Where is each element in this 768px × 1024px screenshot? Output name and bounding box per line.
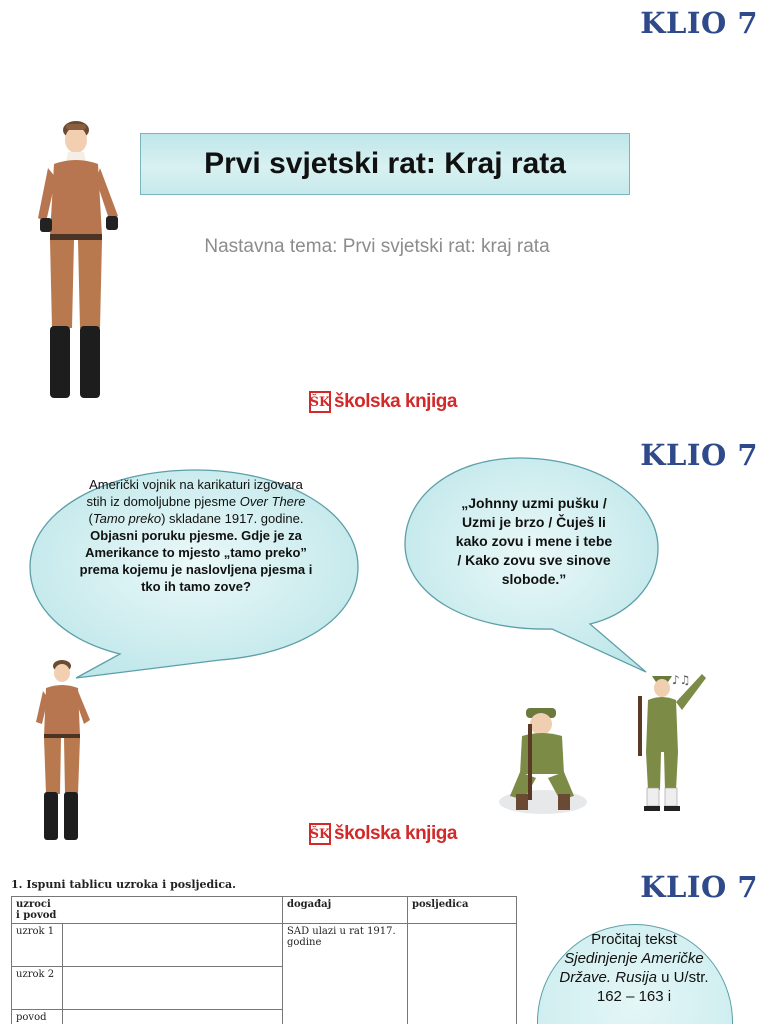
slide-worksheet (0, 864, 768, 1024)
table-header-row (12, 897, 517, 924)
page-title: Prvi svjetski rat: Kraj rata (204, 147, 566, 180)
task-heading: 1. Ispuni tablicu uzroka i posljedica. (11, 878, 236, 891)
table-cell[interactable]: uzrok 2 (12, 967, 63, 1010)
logo-text: školska knjiga (334, 391, 457, 412)
slide-song (0, 432, 768, 864)
table-cell[interactable] (62, 924, 283, 967)
table-header: događaj (283, 897, 408, 924)
table-cell[interactable]: uzrok 1 (12, 924, 63, 967)
table-cell-event[interactable]: SAD ulazi u rat 1917. godine (283, 924, 408, 1024)
slide-title (0, 0, 768, 432)
logo-text: školska knjiga (334, 823, 457, 844)
singing-soldier-icon (632, 666, 714, 814)
title-box (140, 133, 630, 195)
table-cell[interactable] (408, 924, 517, 1024)
right-bubble-text: „Johnny uzmi pušku / Uzmi je brzo / Čuješ li kako zovu i mene i tebe / Kako zovu sve sinove slobode.” (455, 495, 613, 587)
brand-klio: KLIO 7 (640, 870, 758, 904)
publisher-logo (309, 823, 457, 845)
table-cell[interactable]: povod (12, 1010, 63, 1024)
aviator-woman-small-icon (30, 658, 94, 842)
left-bubble-text: Američki vojnik na karikaturi izgovara stih iz domoljubne pjesme Over There (Tamo preko) skladane 1917. godine. Objasni poruku pjesme. Gdje je za Amerikance to mjesto „tamo preko” prema kojemu je naslovljena pjesma i tko ih tamo zove? (79, 477, 313, 594)
brand-klio: KLIO 7 (640, 438, 758, 472)
subtitle: Nastavna tema: Prvi svjetski rat: kraj rata (204, 236, 550, 257)
table-header: posljedica (408, 897, 517, 924)
table-header (62, 897, 283, 924)
brand-klio: KLIO 7 (640, 6, 758, 40)
logo-mark-icon: ŠK (309, 823, 331, 845)
sitting-soldier-icon (498, 704, 588, 816)
instruction-text: Pročitaj tekst Sjedinjenje Američke Države. Rusija u U/str. 162 – 163 i (559, 931, 709, 1005)
svg-text:♪♫: ♪♫ (672, 673, 691, 687)
publisher-logo (309, 391, 457, 413)
table-header: uzroci i povod (12, 897, 63, 924)
table-row (12, 924, 517, 967)
logo-mark-icon: ŠK (309, 391, 331, 413)
table-cell[interactable] (62, 967, 283, 1010)
aviator-woman-icon (28, 118, 124, 404)
cause-effect-table (11, 896, 517, 1024)
table-cell[interactable] (62, 1010, 283, 1024)
